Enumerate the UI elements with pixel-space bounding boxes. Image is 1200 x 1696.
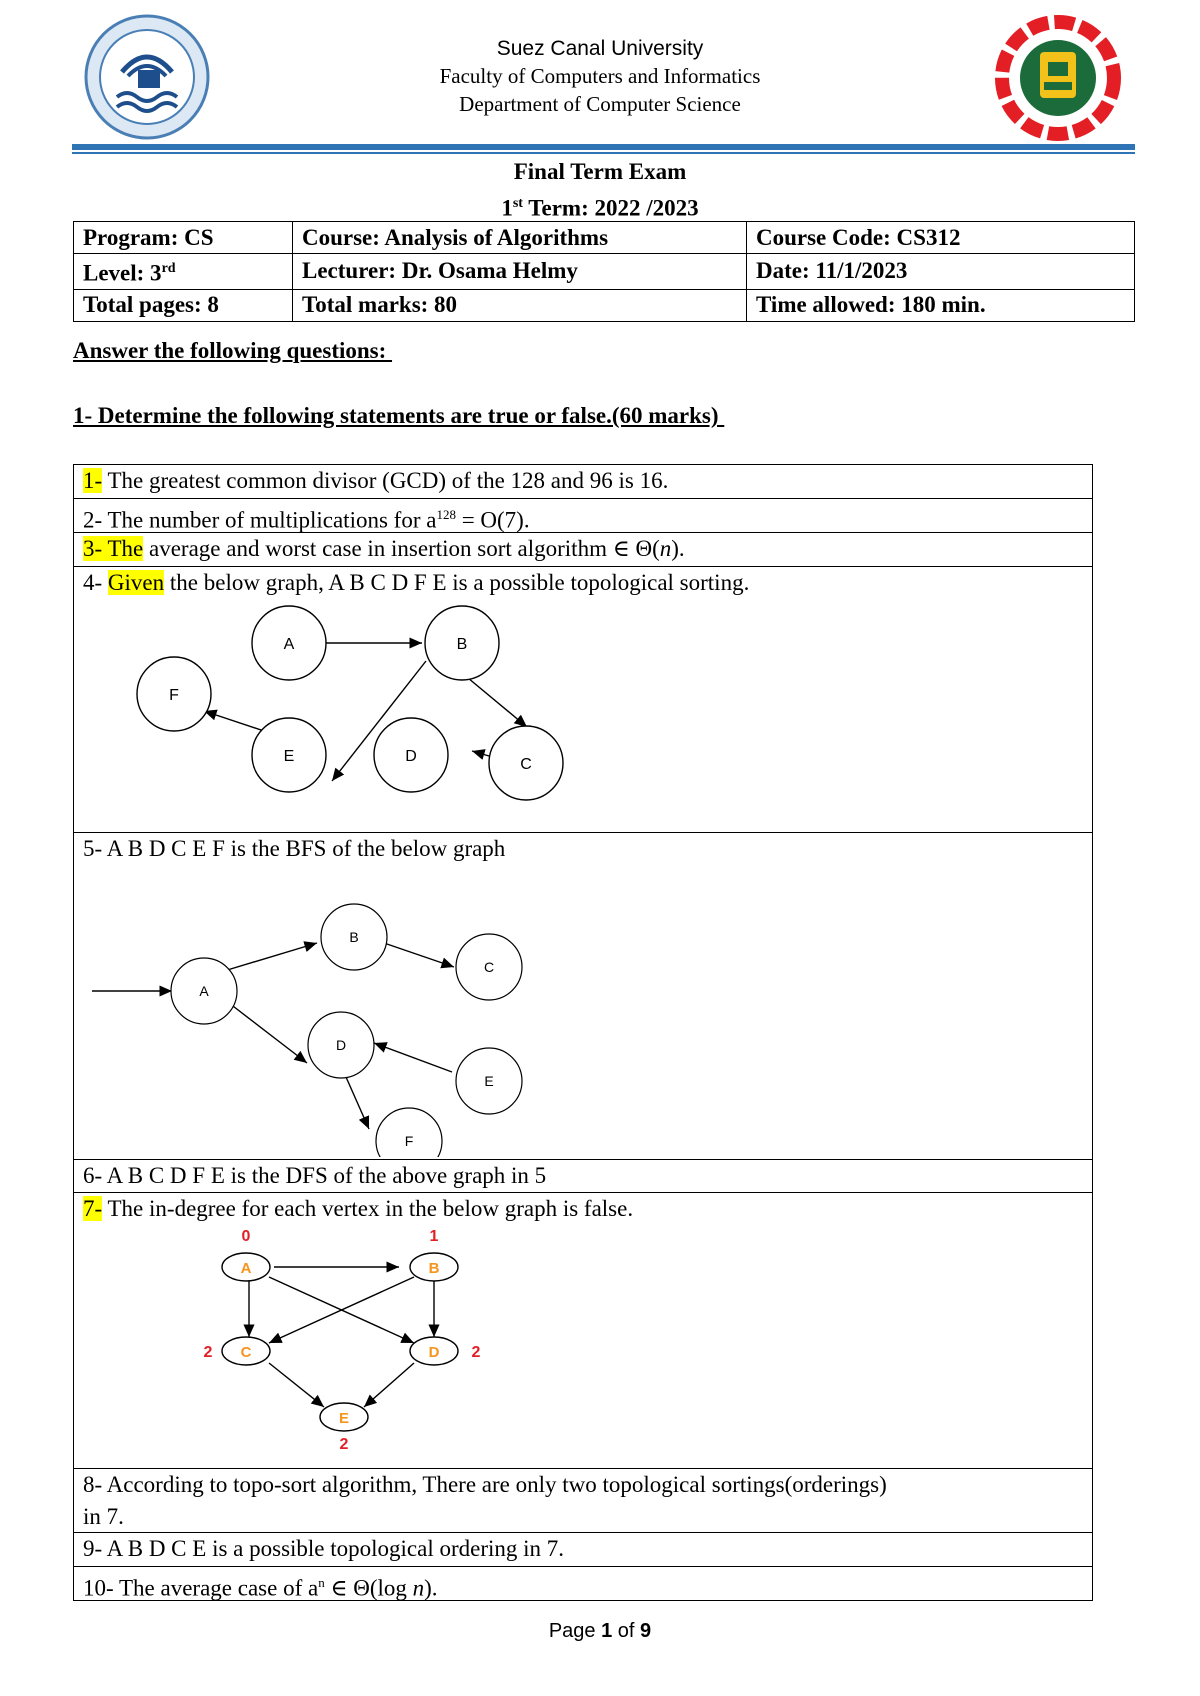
edge-a-d — [229, 1003, 307, 1063]
node-c-label: C — [483, 959, 495, 975]
department-name: Department of Computer Science — [459, 92, 741, 116]
statements-table — [73, 464, 1093, 1601]
faculty-logo — [82, 12, 212, 142]
exam-term: 1st Term: 2022 /2023 — [501, 195, 699, 221]
graph-5 — [74, 867, 614, 1157]
node-e-label: E — [283, 748, 295, 765]
node-c-label: C — [520, 756, 532, 773]
statement-text-end: ). — [424, 1575, 438, 1601]
statement-text: 5- A B D C E F is the BFS of the below graph — [83, 836, 506, 861]
statement-text-mid: ∈ Θ(log — [324, 1575, 413, 1601]
statement-exponent: n — [318, 1575, 325, 1590]
indegree-b: 1 — [429, 1228, 439, 1245]
date-cell: Date: 11/1/2023 — [747, 254, 1135, 290]
footer-page-word: Page — [548, 1620, 602, 1642]
statement-text: the below graph, A B C D F E is a possible topological sorting. — [164, 570, 750, 595]
statement-2 — [74, 499, 1092, 533]
statement-text: 6- A B C D F E is the DFS of the above graph in 5 — [83, 1163, 547, 1188]
program-cell: Program: CS — [74, 222, 293, 254]
statement-4 — [74, 567, 1092, 833]
statement-text: The greatest common divisor (GCD) of the 128 and 96 is 16. — [102, 468, 669, 493]
node-d-label: D — [335, 1037, 347, 1053]
statement-text-line-2: in 7. — [83, 1504, 124, 1529]
statement-text-line-1: 8- According to topo-sort algorithm, There are only two topological sortings(orderings) — [83, 1472, 887, 1497]
course-code-cell: Course Code: CS312 — [747, 222, 1135, 254]
statement-variable: n — [412, 1575, 425, 1601]
exam-title: Final Term Exam — [513, 159, 687, 184]
course-cell: Course: Analysis of Algorithms — [293, 222, 747, 254]
answer-heading: Answer the following questions: — [73, 338, 393, 363]
node-c-label: C — [240, 1344, 252, 1361]
statement-number: 4- — [83, 570, 108, 595]
indegree-c: 2 — [203, 1344, 213, 1361]
edge-c-e — [269, 1363, 324, 1407]
statement-1 — [74, 465, 1092, 499]
node-a-label: A — [199, 983, 209, 999]
university-logo — [988, 12, 1128, 142]
question-1-heading: 1- Determine the following statements are true or false.(60 marks) — [73, 403, 725, 428]
time-allowed-cell: Time allowed: 180 min. — [747, 289, 1135, 321]
node-d-label: D — [428, 1344, 440, 1361]
level-cell: Level: 3rd — [74, 254, 293, 290]
node-f-label: F — [404, 1133, 414, 1149]
statement-7 — [74, 1193, 1092, 1469]
edge-d-f — [346, 1077, 369, 1129]
node-b-label: B — [349, 929, 359, 945]
indegree-e: 2 — [339, 1436, 349, 1453]
statement-5 — [74, 833, 1092, 1160]
graph-4 — [74, 601, 594, 829]
exam-info-table — [73, 221, 1135, 322]
node-e-label: E — [338, 1410, 350, 1427]
university-name: Suez Canal University — [496, 37, 704, 60]
header-rule — [72, 144, 1135, 150]
institution-header — [300, 36, 900, 118]
graph-7 — [124, 1227, 544, 1467]
statement-variable: n — [659, 536, 672, 561]
statement-10 — [74, 1567, 1092, 1601]
edge-a-b — [224, 943, 317, 971]
footer-page-total: 9 — [640, 1620, 652, 1642]
page-footer — [0, 1620, 1200, 1643]
node-d-label: D — [405, 748, 417, 765]
statement-text: average and worst case in insertion sort algorithm ∈ Θ( — [143, 536, 660, 561]
footer-page-number: 1 — [601, 1620, 613, 1642]
statement-number: 1- — [83, 468, 103, 493]
statement-exponent: 128 — [436, 507, 456, 522]
statement-8 — [74, 1469, 1092, 1533]
statement-3 — [74, 533, 1092, 567]
footer-of-word: of — [612, 1620, 641, 1642]
statement-number: 7- — [83, 1196, 103, 1221]
statement-9 — [74, 1533, 1092, 1567]
statement-text: 10- The average case of a — [83, 1575, 319, 1601]
faculty-name: Faculty of Computers and Informatics — [439, 64, 761, 88]
statement-text: The in-degree for each vertex in the below graph is false. — [102, 1196, 634, 1221]
statement-text: 2- The number of multiplications for a — [83, 507, 437, 533]
lecturer-cell: Lecturer: Dr. Osama Helmy — [293, 254, 747, 290]
edge-b-c — [462, 673, 527, 727]
header-rule-thin — [72, 152, 1135, 154]
node-f-label: F — [169, 687, 179, 704]
edge-e-d — [374, 1043, 452, 1072]
statement-number: 3- The — [83, 536, 144, 561]
total-pages-cell: Total pages: 8 — [74, 289, 293, 321]
edge-b-c — [384, 943, 454, 967]
node-a-label: A — [283, 636, 295, 653]
statement-text: 9- A B D C E is a possible topological ordering in 7. — [83, 1536, 565, 1561]
statement-text-end: = O(7). — [455, 507, 530, 533]
node-a-label: A — [240, 1260, 252, 1277]
total-marks-cell: Total marks: 80 — [293, 289, 747, 321]
statement-highlight: Given — [107, 570, 165, 595]
indegree-d: 2 — [471, 1344, 481, 1361]
node-b-label: B — [456, 636, 468, 653]
indegree-a: 0 — [241, 1228, 251, 1245]
node-e-label: E — [484, 1073, 494, 1089]
node-b-label: B — [428, 1260, 440, 1277]
statement-6 — [74, 1160, 1092, 1193]
edge-d-e — [364, 1363, 414, 1407]
statement-text-end: ). — [671, 536, 685, 561]
